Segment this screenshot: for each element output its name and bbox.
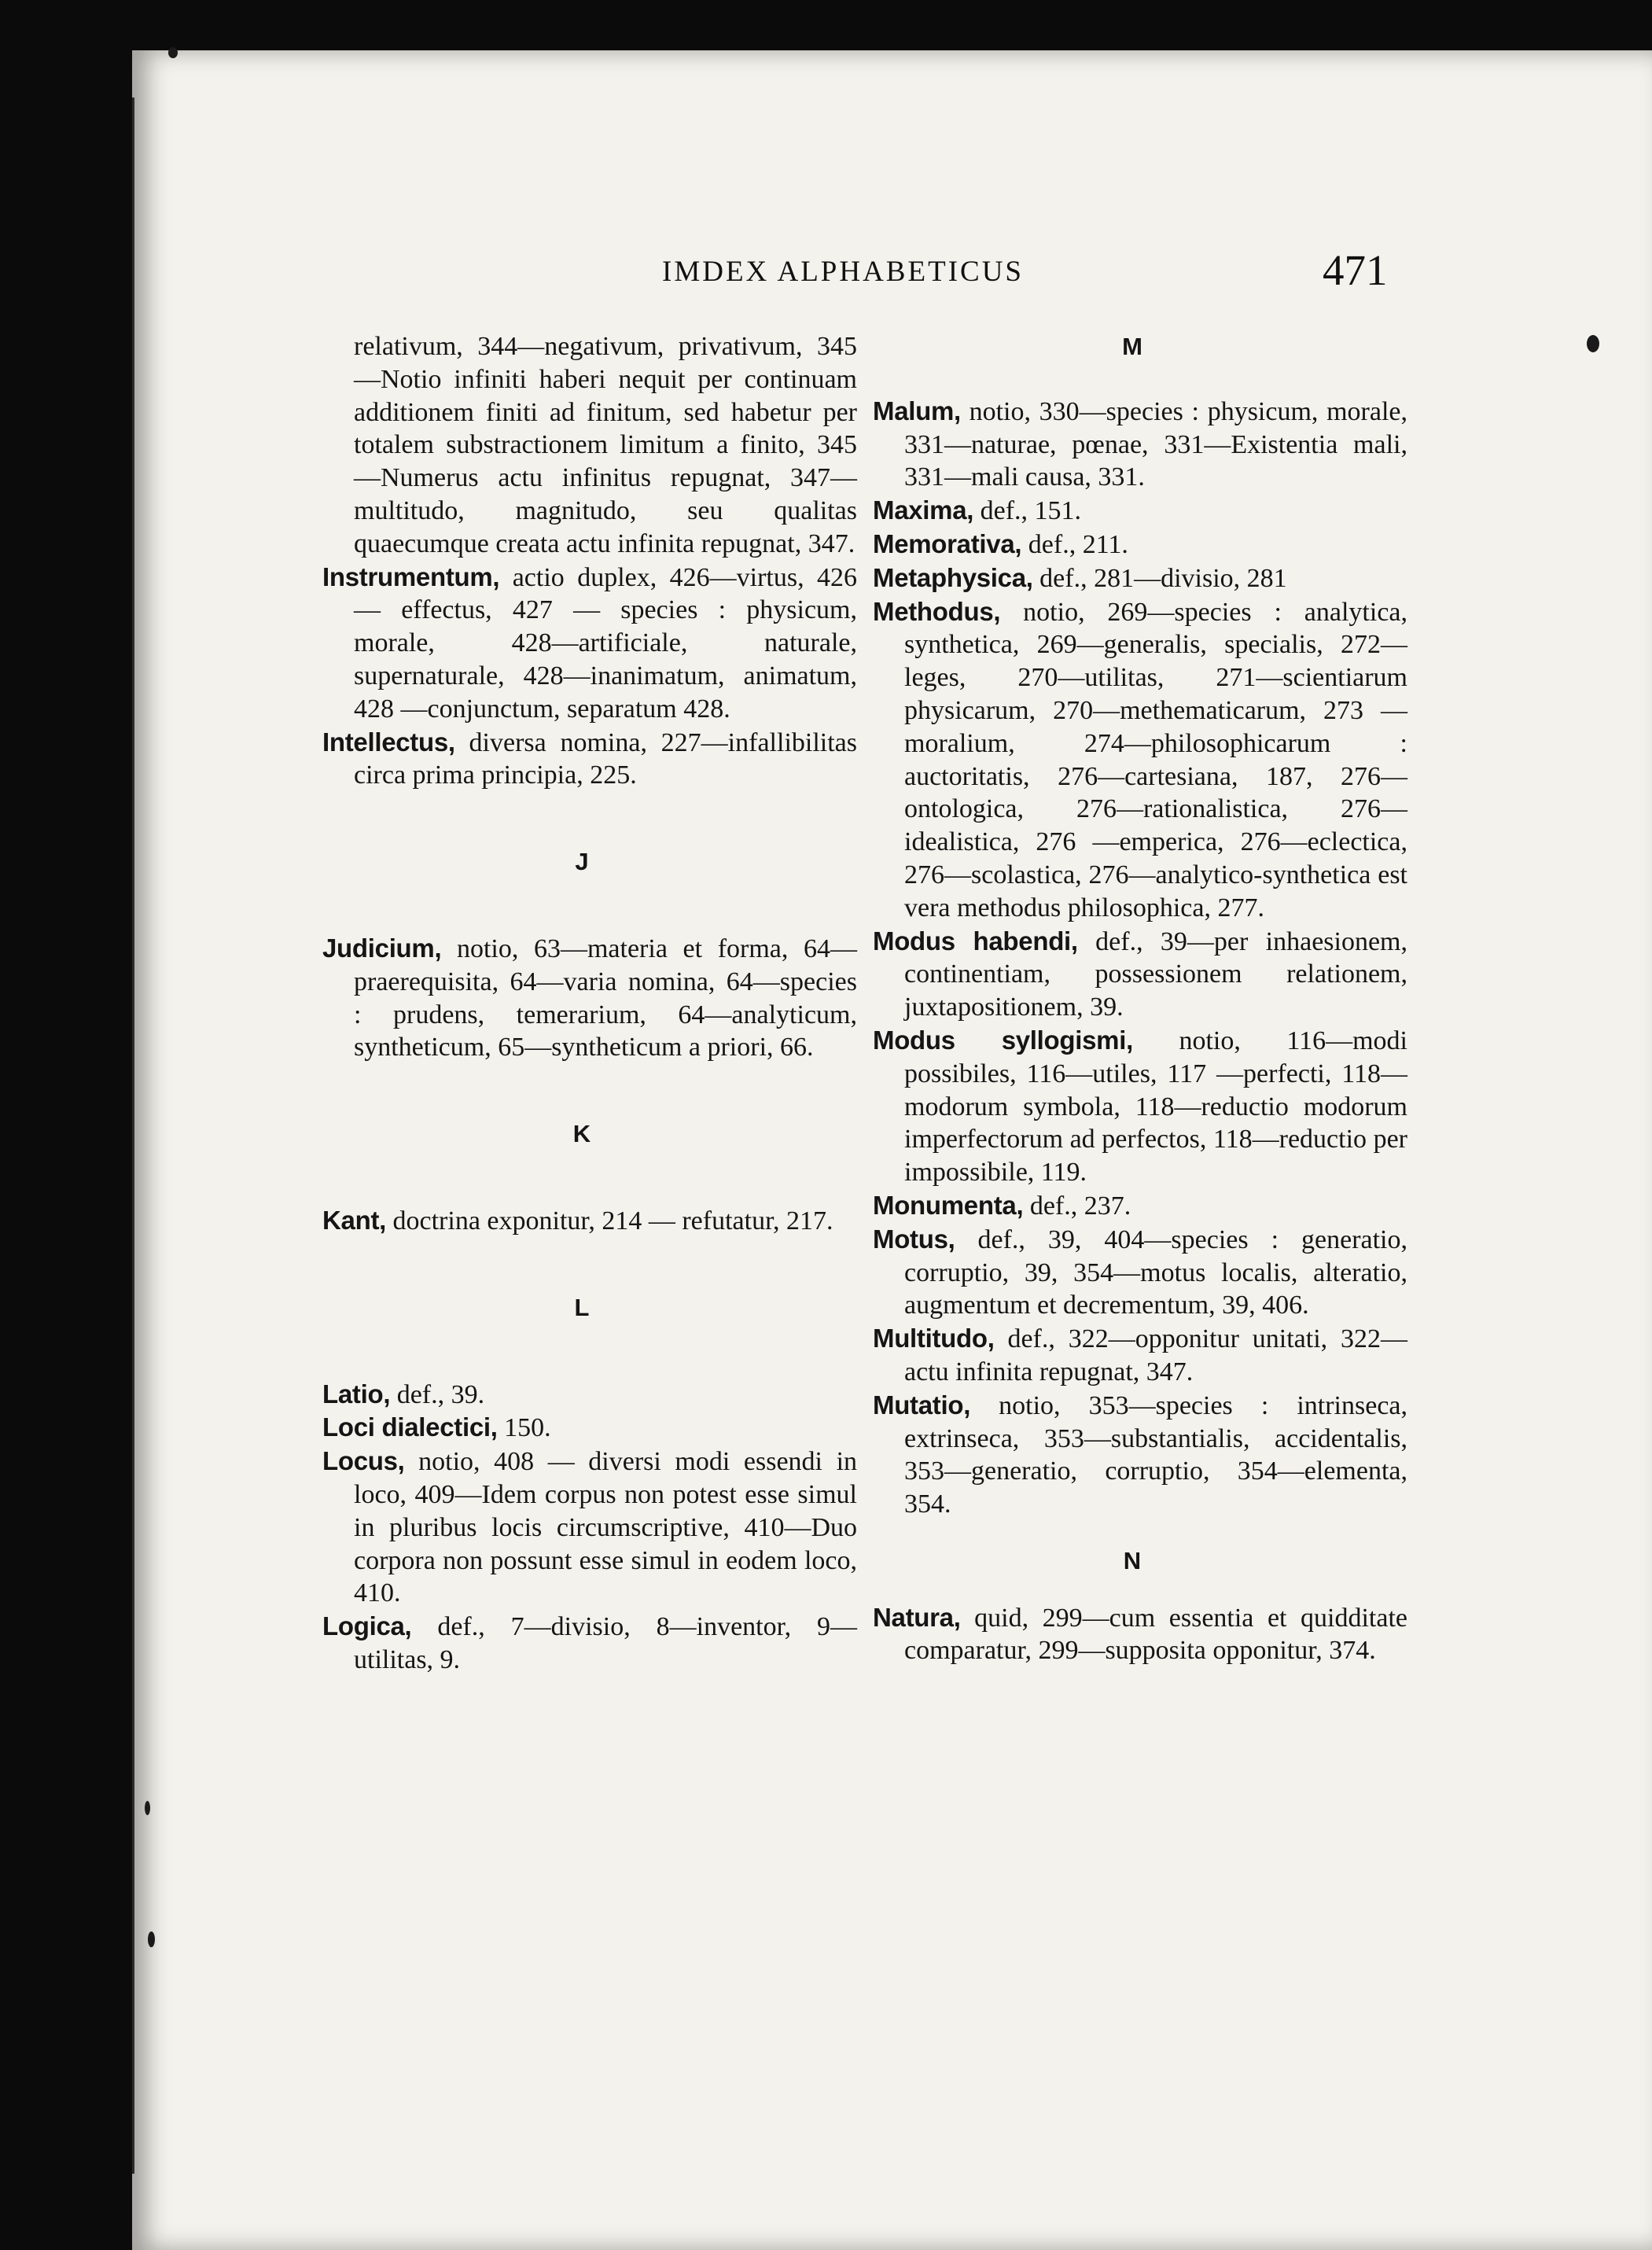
entry-headword: Maxima,	[873, 495, 974, 525]
entry-text: diversa nomina, 227—infallibilitas circa prima principia, 225.	[354, 727, 857, 790]
entry-headword: Modus syllogismi,	[873, 1025, 1133, 1055]
index-column-right	[873, 330, 1407, 1667]
entry-headword: Judicium,	[322, 933, 442, 963]
edge-speck	[148, 1931, 155, 1947]
index-entry	[322, 1445, 857, 1610]
index-entry	[322, 1204, 857, 1238]
index-entry	[873, 1189, 1407, 1223]
entry-headword: Motus,	[873, 1224, 955, 1254]
entry-headword: Intellectus,	[322, 727, 455, 757]
index-entry	[873, 925, 1407, 1024]
index-column-left	[322, 330, 857, 1677]
entry-headword: Latio,	[322, 1379, 391, 1409]
entry-text: notio, 269—species : analytica, synthetica, 269—generalis, specialis, 272—leges, 270—utilitas, 271—scientiarum physicarum, 270—methematicarum, 273 —moralium, 274—philosophicarum : auctoritatis, 276—cartesiana, 187, 276—ontologica, 276—rationalistica, 276—idealistica, 276 —emperica, 276—eclectica, 276—scolastica, 276—analytico-synthetica est vera methodus philosophica, 277.	[904, 597, 1407, 922]
index-entry	[873, 1601, 1407, 1668]
index-entry	[873, 1389, 1407, 1521]
entry-text: def., 151.	[980, 496, 1082, 526]
edge-speck	[145, 1801, 150, 1815]
page-header	[0, 245, 1652, 300]
index-entry	[322, 726, 857, 793]
entry-text: notio, 116—modi possibiles, 116—utiles, 117 —perfecti, 118—modorum symbola, 118—reductio modorum imperfectorum ad perfectos, 118—reductio per impossibile, 119.	[904, 1026, 1407, 1188]
edge-speck	[1587, 335, 1599, 352]
entry-text: def., 237.	[1029, 1191, 1131, 1221]
entry-text: notio, 330—species : physicum, morale, 331—naturae, pœnae, 331—Existentia mali, 331—mali causa, 331.	[904, 396, 1408, 492]
entry-headword: Instrumentum,	[322, 562, 500, 591]
entry-headword: Monumenta,	[873, 1190, 1024, 1220]
entry-text: notio, 408 — diversi modi essendi in loco, 409—Idem corpus non potest esse simul in pluribus locis circumscriptive, 410—Duo corpora non possunt esse simul in eodem loco, 410.	[354, 1447, 858, 1608]
edge-speck	[168, 47, 178, 58]
index-entry	[873, 562, 1407, 595]
index-entry	[322, 932, 857, 1064]
index-entry	[873, 595, 1407, 925]
index-entry	[873, 1024, 1407, 1189]
index-entry	[322, 1610, 857, 1677]
entry-text: relativum, 344—negativum, privativum, 345—Notio infiniti haberi nequit per continuam additionem finiti ad finitum, sed habetur per totalem substractionem limitum a finito, 345—Numerus actu infinitus repugnat, 347—multitudo, magnitudo, seu qualitas quaecumque creata actu infinita repugnat, 347.	[354, 332, 857, 558]
entry-text: notio, 353—species : intrinseca, extrinseca, 353—substantialis, accidentalis, 353—generatio, corruptio, 354—elementa, 354.	[904, 1390, 1408, 1519]
entry-text: doctrina exponitur, 214 — refutatur, 217.	[392, 1206, 833, 1235]
entry-text: def., 39, 404—species : generatio, corruptio, 39, 354—motus localis, alteratio, augmentum et decrementum, 39, 406.	[904, 1224, 1408, 1320]
index-entry	[873, 494, 1407, 528]
entry-text: def., 7—divisio, 8—inventor, 9—utilitas, 9.	[354, 1612, 858, 1674]
entry-text: def., 281—divisio, 281	[1039, 563, 1287, 593]
index-entry	[873, 528, 1407, 562]
section-letter-l: L	[574, 1293, 590, 1321]
entry-text: quid, 299—cum essentia et quidditate comparatur, 299—supposita opponitur, 374.	[904, 1603, 1407, 1666]
entry-headword: Kant,	[322, 1205, 387, 1235]
index-entry	[322, 1411, 857, 1445]
entry-headword: Modus habendi,	[873, 926, 1078, 956]
entry-headword: Multitudo,	[873, 1324, 995, 1353]
entry-headword: Mutatio,	[873, 1390, 971, 1420]
entry-headword: Memorativa,	[873, 528, 1022, 558]
entry-headword: Loci dialectici,	[322, 1412, 498, 1442]
index-entry	[322, 1378, 857, 1412]
entry-text: notio, 63—materia et forma, 64—praerequisita, 64—varia nomina, 64—species : prudens, temerarium, 64—analyticum, syntheticum, 65—syntheticum a priori, 66.	[354, 934, 857, 1062]
entry-headword: Methodus,	[873, 596, 1001, 626]
entry-headword: Natura,	[873, 1602, 961, 1632]
entry-text: actio duplex, 426—virtus, 426 — effectus, 427 — species : physicum, morale, 428—artificiale, naturale, supernaturale, 428—inanimatum, animatum, 428 —conjunctum, separatum 428.	[354, 562, 858, 724]
entry-headword: Malum,	[873, 396, 961, 425]
section-letter-k: K	[572, 1120, 591, 1148]
index-entry	[873, 1223, 1407, 1322]
section-letter-m: M	[1122, 333, 1142, 360]
section-letter-j: J	[575, 848, 589, 876]
entry-text: def., 211.	[1028, 529, 1128, 559]
entry-text: def., 39—per inhaesionem, continentiam, possessionem relationem, juxtapositionem, 39.	[904, 926, 1408, 1022]
running-head: IMDEX ALPHABETICUS	[662, 256, 1024, 288]
entry-headword: Locus,	[322, 1446, 405, 1476]
index-entry	[873, 1322, 1407, 1389]
page-gutter-line	[132, 98, 134, 2174]
entry-headword: Metaphysica,	[873, 562, 1033, 592]
section-letter-n: N	[1123, 1546, 1142, 1574]
entry-text: def., 322—opponitur unitati, 322—actu infinita repugnat, 347.	[904, 1324, 1407, 1386]
index-entry	[322, 561, 857, 726]
entry-text: def., 39.	[396, 1379, 485, 1409]
entry-text: 150.	[504, 1413, 551, 1443]
index-entry	[873, 395, 1407, 494]
index-entry-continuation	[322, 330, 857, 561]
page-number: 471	[1323, 246, 1388, 294]
entry-headword: Logica,	[322, 1611, 412, 1641]
